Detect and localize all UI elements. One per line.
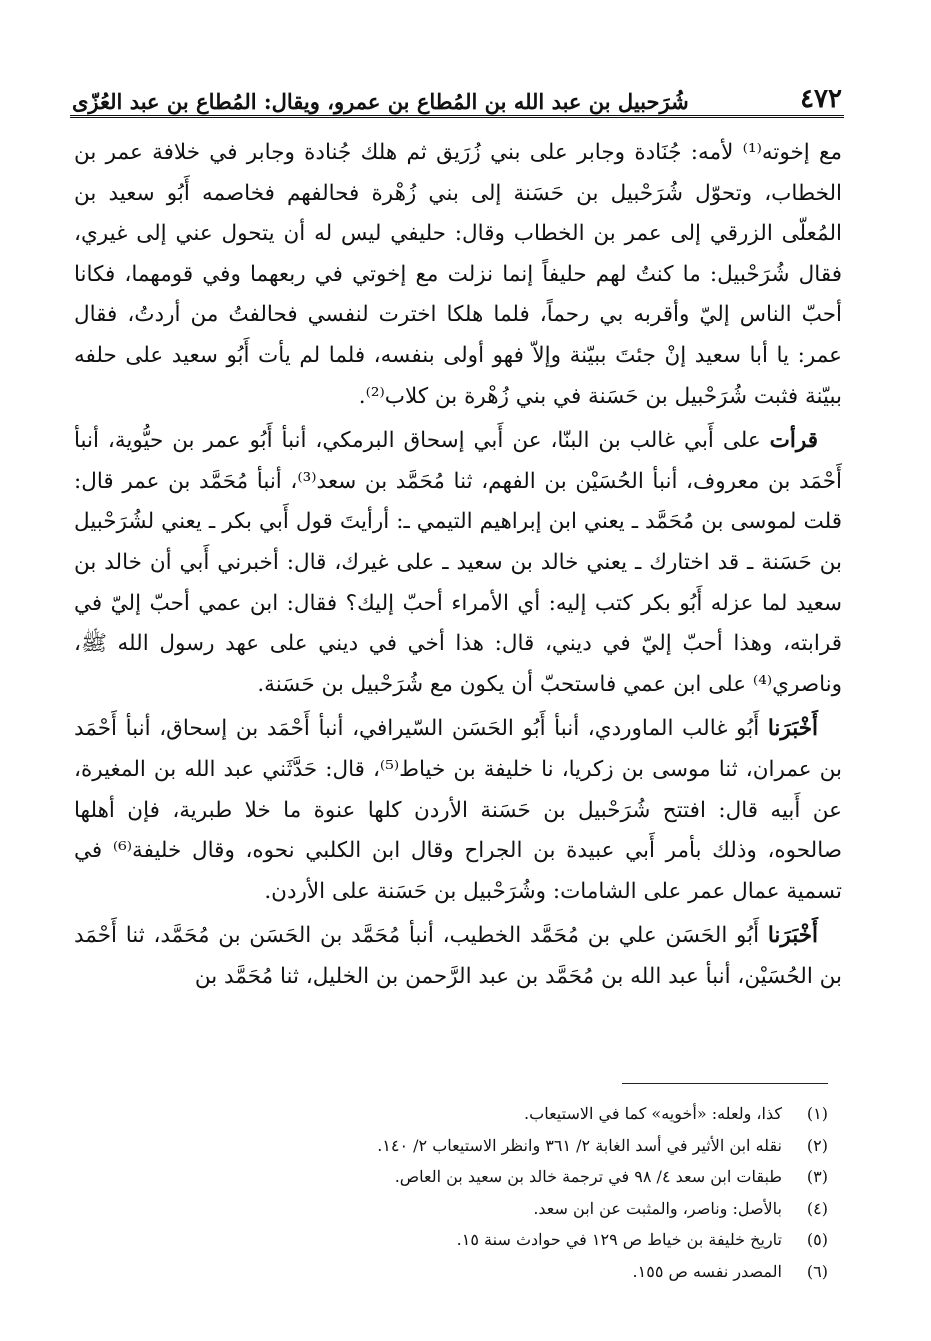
main-text [74, 133, 842, 1001]
footnote-number: (٤) [806, 1198, 828, 1218]
footnote-text: بالأصل: وناصر، والمثبت عن ابن سعد. [533, 1198, 782, 1218]
footnote-divider [622, 1083, 828, 1084]
footnote [80, 1161, 828, 1193]
footnote-number: (٥) [806, 1230, 828, 1249]
paragraph-2 [74, 421, 842, 705]
footnotes [80, 1098, 828, 1287]
paragraph-3 [74, 709, 842, 912]
footnote-number: (٢) [806, 1135, 828, 1155]
footnote-number: (١) [806, 1104, 828, 1123]
footnote-text: المصدر نفسه ص ١٥٥. [632, 1261, 782, 1281]
footnote [80, 1130, 828, 1162]
footnote-number: (٣) [806, 1167, 828, 1186]
page-number: ٤٧٢ [800, 84, 842, 114]
paragraph-4-text: أَبُو الحَسَن علي بن مُحَمَّد الخطيب، أنبأ مُحَمَّد بن الحَسَن بن مُحَمَّد، ثنا أَحْمَد بن الحُسَيْن، أنبأ عبد الله بن مُحَمَّد بن عبد الرَّحمن بن الخليل، ثنا مُحَمَّد بن [74, 923, 842, 989]
running-header [72, 74, 842, 114]
footnote [80, 1224, 828, 1256]
paragraph-4-lead: أَخْبَرَنا [767, 923, 818, 949]
paragraph-2-text: على أَبي غالب بن البنّا، عن أَبي إسحاق البرمكي، أنبأ أَبُو عمر بن حيُّوية، أنبأ أَحْمَد بن معروف، أنبأ الحُسَيْن بن الفهم، ثنا مُحَمَّد بن سعد⁽³⁾، أنبأ مُحَمَّد بن عمر قال: قلت لموسى بن مُحَمَّد ـ يعني ابن إبراهيم التيمي ـ: أرأيتَ قول أَبي بكر ـ يعني لشُرَحْبيل بن حَسَنة ـ قد اختارك ـ يعني خالد بن سعيد ـ على غيرك، قال: أخبرني أَبي أن خالد بن سعيد لما عزله أَبُو بكر كتب إليه: أي الأمراء أحبّ إليك؟ فقال: ابن عمي أحبّ إليّ في قرابته، وهذا أحبّ إليّ في ديني، قال: هذا أخي في ديني على عهد رسول الله ﷺ، وناصري⁽⁴⁾ على ابن عمي فاستحبّ أن يكون مع شُرَحْبيل بن حَسَنة. [74, 428, 842, 697]
running-title: شُرَحبيل بن عبد الله بن المُطاع بن عمرو، ويقال: المُطاع بن عبد العُزّى [72, 89, 689, 114]
footnote-text: تاريخ خليفة بن خياط ص ١٢٩ في حوادث سنة ١٥. [456, 1230, 782, 1249]
paragraph-4 [74, 916, 842, 997]
footnote-text: كذا، ولعله: «أخويه» كما في الاستيعاب. [524, 1104, 782, 1123]
footnote [80, 1193, 828, 1225]
footnote-text: نقله ابن الأثير في أسد الغابة ٢/ ٣٦١ وانظر الاستيعاب ٢/ ١٤٠. [377, 1135, 782, 1155]
paragraph-1: مع إخوته⁽¹⁾ لأمه: جُنَادة وجابر على بني زُرَيق ثم هلك جُنادة وجابر في خلافة عمر بن الخطاب، وتحوّل شُرَحْبيل بن حَسَنة إلى بني زُهْرة فحالفهم فخاصمه أَبُو سعيد بن المُعلّى الزرقي إلى عمر بن الخطاب وقال: حليفي ليس له أن يتحول عني إلى غيري، فقال شُرَحْبيل: ما كنتُ لهم حليفاً إنما نزلت مع إخوتي في ربعهما وفي قومهما، فكانا أحبّ الناس إليّ وأقربه بي رحماً، فلما هلكا اخترت لنفسي فحالفتُ من أردتُ، فقال عمر: يا أبا سعيد إنْ جئتَ ببيّنة وإلاّ فهو أولى بنفسه، فلما لم يأت أَبُو سعيد على حلفه ببيّنة فثبت شُرَحْبيل بن حَسَنة في بني زُهْرة بن كلاب⁽²⁾. [74, 140, 842, 409]
footnote-number: (٦) [806, 1261, 828, 1281]
paragraph-3-text: أَبُو غالب الماوردي، أنبأ أَبُو الحَسَن السّيرافي، أنبأ أَحْمَد بن إسحاق، أنبأ أَحْمَد بن عمران، ثنا موسى بن زكريا، نا خليفة بن خياط⁽⁵⁾، قال: حَدَّثَني عبد الله بن المغيرة، عن أَبيه قال: افتتح شُرَحْبيل بن حَسَنة الأردن كلها عنوة ما خلا طبرية، فإن أهلها صالحوه، وذلك بأمر أَبي عبيدة بن الجراح وقال ابن الكلبي نحوه، وقال خليفة⁽⁶⁾ في تسمية عمال عمر على الشامات: وشُرَحْبيل بن حَسَنة على الأردن. [74, 716, 843, 904]
footnote [80, 1256, 828, 1288]
footnote [80, 1098, 828, 1130]
footnote-text: طبقات ابن سعد ٤/ ٩٨ في ترجمة خالد بن سعيد بن العاص. [394, 1167, 782, 1186]
paragraph-3-lead: أَخْبَرَنا [767, 716, 818, 742]
header-divider [70, 115, 844, 118]
paragraph-2-lead: قرأت [769, 428, 818, 454]
